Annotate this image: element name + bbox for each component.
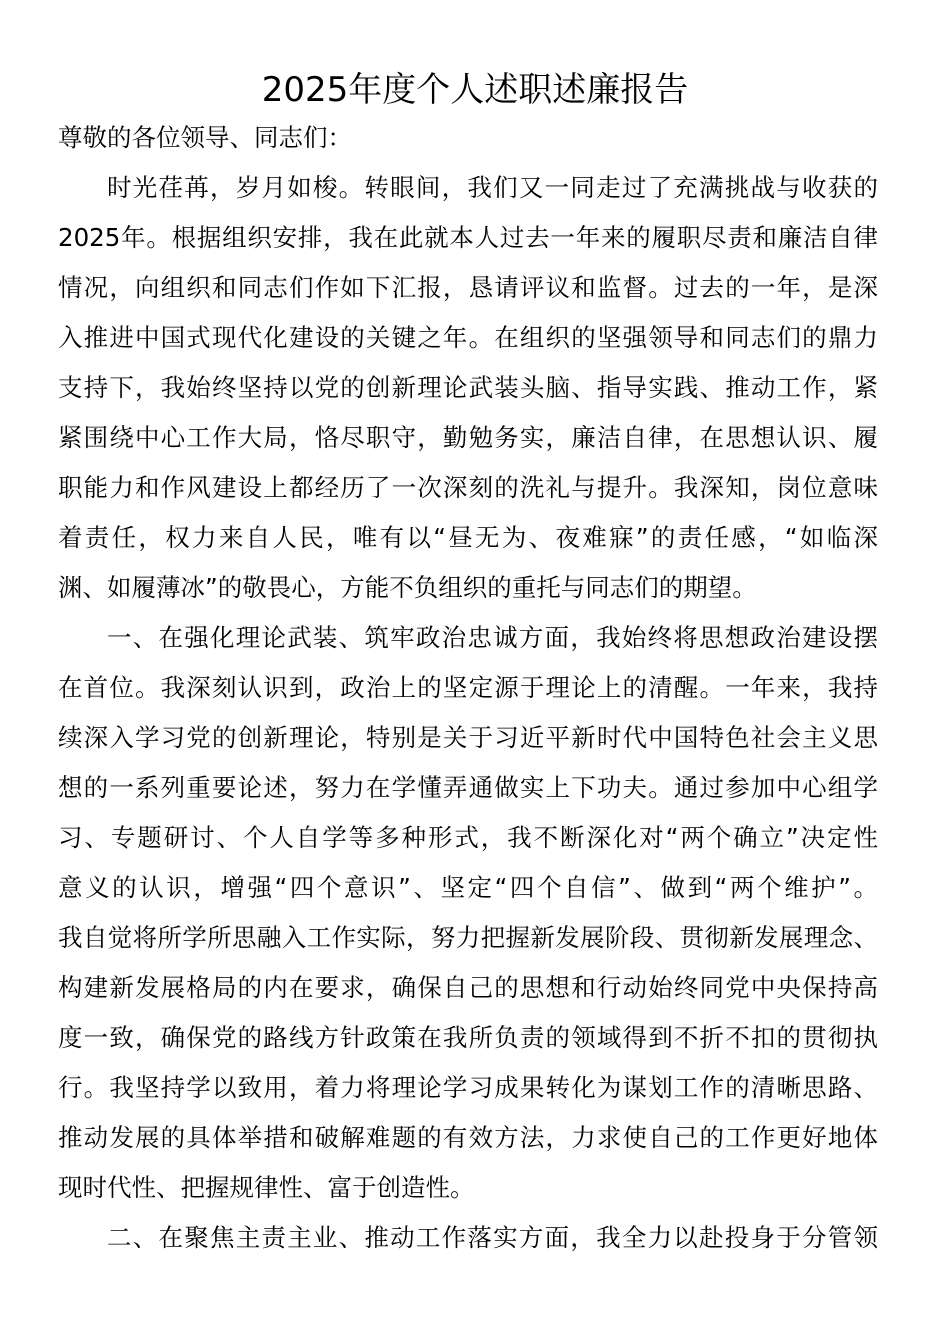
paragraph-line: 度一致，确保党的路线方针政策在我所负责的领域得到不折不扣的贯彻执 — [58, 1023, 878, 1052]
paragraph-line: 推动发展的具体举措和破解难题的有效方法，力求使自己的工作更好地体 — [58, 1123, 878, 1152]
paragraph-line: 续深入学习党的创新理论，特别是关于习近平新时代中国特色社会主义思 — [58, 723, 878, 752]
paragraph-line: 2025年。根据组织安排，我在此就本人过去一年来的履职尽责和廉洁自律 — [58, 223, 878, 252]
paragraph-line: 习、专题研讨、个人自学等多种形式，我不断深化对“两个确立”决定性 — [58, 823, 878, 852]
paragraph-line: 构建新发展格局的内在要求，确保自己的思想和行动始终同党中央保持高 — [58, 973, 878, 1002]
paragraph-line: 职能力和作风建设上都经历了一次深刻的洗礼与提升。我深知，岗位意味 — [58, 473, 878, 502]
paragraph-line: 二、在聚焦主责主业、推动工作落实方面，我全力以赴投身于分管领 — [107, 1223, 878, 1252]
document-body — [58, 113, 878, 1263]
greeting: 尊敬的各位领导、同志们： — [58, 123, 352, 152]
paragraph-line: 想的一系列重要论述，努力在学懂弄通做实上下功夫。通过参加中心组学 — [58, 773, 878, 802]
paragraph — [58, 613, 878, 1213]
paragraph-line: 现时代性、把握规律性、富于创造性。 — [58, 1173, 475, 1202]
paragraph-line: 情况，向组织和同志们作如下汇报，恳请评议和监督。过去的一年，是深 — [58, 273, 878, 302]
document-title: 2025年度个人述职述廉报告 — [261, 70, 689, 110]
paragraph-line: 一、在强化理论武装、筑牢政治忠诚方面，我始终将思想政治建设摆 — [107, 623, 878, 652]
paragraph-line: 在首位。我深刻认识到，政治上的坚定源于理论上的清醒。一年来，我持 — [58, 673, 878, 702]
paragraph-line: 着责任，权力来自人民，唯有以“昼无为、夜难寐”的责任感，“如临深 — [58, 523, 878, 552]
paragraph-line: 意义的认识，增强“四个意识”、坚定“四个自信”、做到“两个维护”。 — [58, 873, 878, 902]
paragraph-line: 渊、如履薄冰”的敬畏心，方能不负组织的重托与同志们的期望。 — [58, 573, 757, 602]
paragraphs — [58, 163, 878, 1263]
paragraph-line: 时光荏苒，岁月如梭。转眼间，我们又一同走过了充满挑战与收获的 — [107, 173, 878, 202]
paragraph — [58, 163, 878, 613]
paragraph-line: 紧围绕中心工作大局，恪尽职守，勤勉务实，廉洁自律，在思想认识、履 — [58, 423, 878, 452]
paragraph-line: 支持下，我始终坚持以党的创新理论武装头脑、指导实践、推动工作，紧 — [58, 373, 878, 402]
paragraph-line: 我自觉将所学所思融入工作实际，努力把握新发展阶段、贯彻新发展理念、 — [58, 923, 878, 952]
paragraph — [58, 1213, 878, 1263]
paragraph-line: 入推进中国式现代化建设的关键之年。在组织的坚强领导和同志们的鼎力 — [58, 323, 878, 352]
paragraph-line: 行。我坚持学以致用，着力将理论学习成果转化为谋划工作的清晰思路、 — [58, 1073, 878, 1102]
